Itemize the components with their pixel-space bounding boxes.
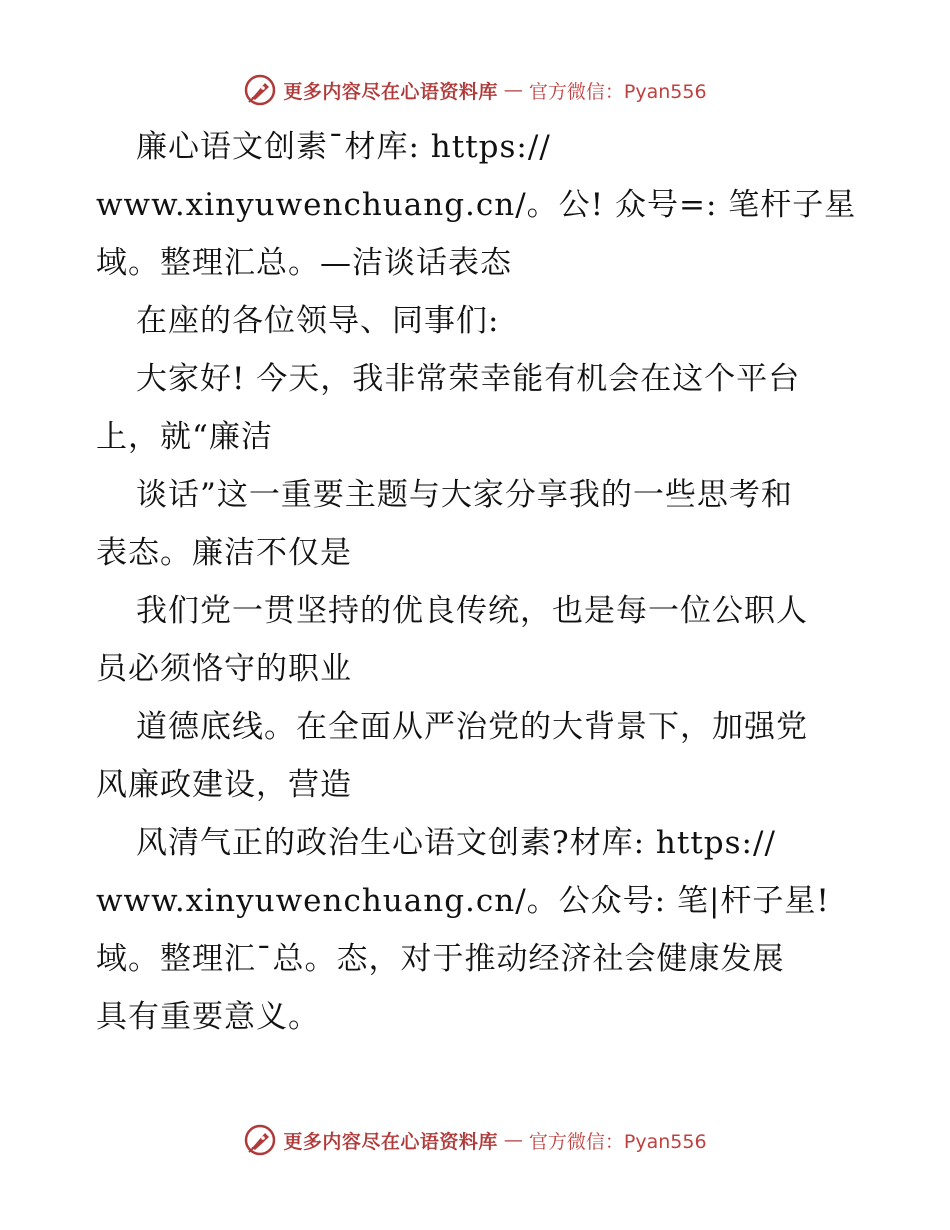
body-line: www.xinyuwenchuang.cn/。公! 众号=: 笔杆子星 <box>96 187 857 223</box>
body-line: 廉心语文创素¯材库: https:// <box>136 129 551 165</box>
body-line: 在座的各位领导、同事们: <box>136 303 500 339</box>
body-line: 风清气正的政治生心语文创素?材库: https:// <box>136 825 776 861</box>
header-banner-dash: — <box>503 79 523 101</box>
body-line: 我们党一贯坚持的优良传统，也是每一位公职人 <box>136 593 808 629</box>
footer-banner-dash: — <box>503 1129 523 1151</box>
body-line: 大家好! 今天，我非常荣幸能有机会在这个平台 <box>136 361 801 397</box>
body-line: 具有重要意义。 <box>96 999 320 1035</box>
header-banner-contact: 官方微信：Pyan556 <box>528 80 707 103</box>
body-line: 域。整理汇¯总。态，对于推动经济社会健康发展 <box>96 941 785 977</box>
header-banner <box>0 70 950 110</box>
body-line: www.xinyuwenchuang.cn/。公众号: 笔|杆子星! <box>96 883 830 919</box>
header-banner-text: 更多内容尽在心语资料库 <box>283 80 498 103</box>
document-body <box>96 118 856 1046</box>
body-line: 道德底线。在全面从严治党的大背景下，加强党 <box>136 709 808 745</box>
body-line: 表态。廉洁不仅是 <box>96 535 352 571</box>
body-line: 员必须恪守的职业 <box>96 651 352 687</box>
body-line: 谈话”这一重要主题与大家分享我的一些思考和 <box>136 477 793 513</box>
body-line: 域。整理汇总。—洁谈话表态 <box>96 245 512 281</box>
footer-banner <box>0 1120 950 1160</box>
footer-banner-text: 更多内容尽在心语资料库 <box>283 1130 498 1153</box>
body-line: 上，就“廉洁 <box>96 419 273 455</box>
pen-nib-logo-icon <box>243 1123 277 1157</box>
footer-banner-contact: 官方微信：Pyan556 <box>528 1130 707 1153</box>
body-line: 风廉政建设，营造 <box>96 767 352 803</box>
pen-nib-logo-icon <box>243 73 277 107</box>
